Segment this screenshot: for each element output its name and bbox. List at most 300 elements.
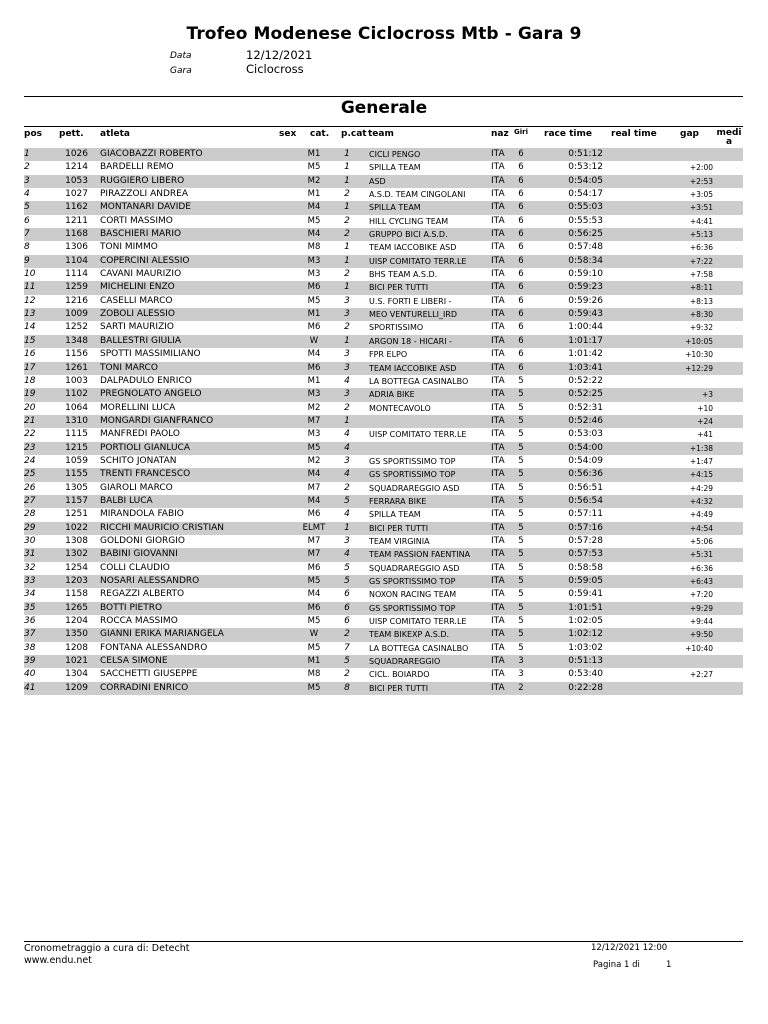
row-race-time: 0:52:25: [568, 389, 603, 400]
row-laps: 6: [518, 269, 524, 280]
row-laps: 6: [518, 322, 524, 333]
table-row: [24, 468, 743, 481]
row-bib: 1114: [65, 269, 88, 280]
race-value: Ciclocross: [246, 62, 304, 76]
col-naz-header: naz: [491, 129, 509, 139]
row-race-time: 0:57:53: [568, 549, 603, 560]
row-laps: 6: [518, 255, 524, 266]
row-category-position: 6: [344, 589, 350, 600]
row-position: 27: [24, 495, 36, 506]
row-laps: 6: [518, 229, 524, 240]
row-category: M2: [307, 402, 321, 413]
section-title: Generale: [340, 98, 428, 118]
row-team: TEAM PASSION FAENTINA: [369, 550, 471, 560]
row-race-time: 0:22:28: [568, 682, 603, 693]
row-category: M3: [307, 269, 321, 280]
row-athlete: GIACOBAZZI ROBERTO: [100, 149, 203, 159]
row-race-time: 0:57:48: [568, 242, 603, 253]
table-row: [24, 255, 743, 268]
row-athlete: CELSA SIMONE: [100, 656, 168, 667]
row-bib: 1009: [65, 309, 88, 320]
row-athlete: ZOBOLI ALESSIO: [100, 309, 175, 320]
row-position: 7: [24, 229, 30, 240]
row-team: GS SPORTISSIMO TOP: [369, 470, 456, 480]
row-gap: +4:15: [689, 470, 713, 480]
row-bib: 1211: [65, 215, 88, 226]
table-row: [24, 642, 743, 655]
row-nation: ITA: [491, 255, 505, 266]
row-gap: +5:06: [689, 536, 713, 546]
row-bib: 1026: [65, 149, 88, 159]
row-laps: 6: [518, 149, 524, 159]
row-team: SPILLA TEAM: [369, 203, 421, 213]
page-total: 1: [666, 960, 672, 970]
row-bib: 1158: [65, 589, 88, 600]
table-row: [24, 455, 743, 468]
row-gap: +10: [697, 403, 713, 413]
row-team: TEAM IACCOBIKE ASD: [369, 243, 457, 253]
row-nation: ITA: [491, 149, 505, 159]
row-race-time: 1:00:44: [568, 322, 603, 333]
row-race-time: 0:54:17: [568, 189, 603, 200]
row-category: M1: [307, 189, 321, 200]
row-position: 38: [24, 642, 36, 653]
website-link[interactable]: www.endu.net: [24, 955, 92, 966]
row-athlete: NOSARI ALESSANDRO: [100, 576, 200, 586]
row-nation: ITA: [491, 375, 505, 386]
table-row: [24, 442, 743, 455]
row-category-position: 4: [344, 549, 350, 560]
row-category-position: 3: [344, 309, 350, 320]
header-divider: [24, 126, 743, 127]
table-row: [24, 575, 743, 588]
row-team: GS SPORTISSIMO TOP: [369, 577, 456, 586]
row-position: 9: [24, 255, 30, 266]
table-row: [24, 682, 743, 695]
row-bib: 1251: [65, 509, 88, 520]
row-bib: 1254: [65, 562, 88, 573]
row-bib: 1064: [65, 402, 88, 413]
row-team: TEAM VIRGINIA: [369, 536, 430, 546]
row-nation: ITA: [491, 576, 505, 586]
row-athlete: SCHITO JONATAN: [100, 455, 177, 466]
row-position: 36: [24, 616, 36, 627]
row-position: 4: [24, 189, 30, 200]
row-laps: 6: [518, 309, 524, 320]
row-team: ADRIA BIKE: [369, 390, 415, 400]
row-race-time: 0:53:40: [568, 669, 603, 680]
row-race-time: 1:03:02: [568, 642, 603, 653]
row-category-position: 1: [344, 522, 350, 533]
row-race-time: 0:57:28: [568, 535, 603, 546]
table-row: [24, 175, 743, 188]
row-race-time: 1:02:12: [568, 629, 603, 640]
row-gap: +8:30: [689, 310, 713, 320]
row-athlete: PIRAZZOLI ANDREA: [100, 189, 188, 200]
row-category-position: 2: [344, 629, 350, 640]
row-gap: +4:54: [689, 523, 713, 533]
col-real-time-header: real time: [611, 129, 657, 139]
row-nation: ITA: [491, 455, 505, 466]
row-athlete: SACCHETTI GIUSEPPE: [100, 669, 198, 680]
row-nation: ITA: [491, 402, 505, 413]
row-laps: 5: [518, 455, 524, 466]
row-position: 6: [24, 215, 30, 226]
row-gap: +9:44: [689, 617, 713, 627]
row-category: M6: [307, 562, 321, 573]
row-category-position: 4: [344, 442, 350, 453]
row-laps: 5: [518, 469, 524, 480]
row-team: SQUADRAREGGIO ASD: [369, 563, 460, 573]
row-gap: +24: [697, 416, 713, 426]
row-nation: ITA: [491, 229, 505, 240]
row-category: M7: [307, 415, 321, 426]
row-position: 5: [24, 202, 30, 213]
row-team: GRUPPO BICI A.S.D.: [369, 230, 448, 240]
row-category: M6: [307, 282, 321, 293]
row-race-time: 0:59:23: [568, 282, 603, 293]
table-row: [24, 508, 743, 521]
row-race-time: 0:52:22: [568, 375, 603, 386]
row-category: M3: [307, 255, 321, 266]
row-category-position: 2: [344, 269, 350, 280]
row-laps: 5: [518, 429, 524, 440]
row-position: 29: [24, 522, 36, 533]
row-position: 1: [24, 149, 30, 159]
row-gap: +9:32: [689, 323, 713, 333]
row-athlete: MIRANDOLA FABIO: [100, 509, 184, 520]
row-position: 8: [24, 242, 30, 253]
table-row: [24, 602, 743, 615]
row-athlete: TRENTI FRANCESCO: [100, 469, 191, 480]
row-category-position: 2: [344, 322, 350, 333]
row-position: 12: [24, 295, 36, 306]
row-position: 30: [24, 535, 36, 546]
row-gap: +3:05: [689, 190, 713, 200]
col-bib-header: pett.: [59, 129, 84, 139]
row-team: A.S.D. TEAM CINGOLANI: [369, 190, 466, 200]
table-row: [24, 241, 743, 254]
row-laps: 5: [518, 642, 524, 653]
row-gap: +4:41: [689, 216, 713, 226]
row-team: GS SPORTISSIMO TOP: [369, 456, 456, 466]
row-race-time: 1:01:51: [568, 602, 603, 613]
row-nation: ITA: [491, 442, 505, 453]
row-category: ELMT: [302, 522, 326, 533]
table-row: [24, 668, 743, 681]
row-team: SQUADRAREGGIO: [369, 657, 441, 667]
footer-divider: [24, 941, 743, 942]
row-category-position: 7: [344, 642, 350, 653]
row-athlete: MANFREDI PAOLO: [100, 429, 180, 440]
row-category-position: 4: [344, 469, 350, 480]
table-row: [24, 148, 743, 161]
row-laps: 6: [518, 162, 524, 173]
row-category: M8: [307, 669, 321, 680]
row-category: M5: [307, 162, 321, 173]
row-category: M8: [307, 242, 321, 253]
row-team: LA BOTTEGA CASINALBO: [369, 376, 469, 386]
table-row: [24, 281, 743, 294]
row-laps: 3: [518, 669, 524, 680]
row-position: 40: [24, 669, 36, 680]
row-laps: 5: [518, 389, 524, 400]
row-gap: +6:36: [689, 563, 713, 573]
table-row: [24, 615, 743, 628]
row-race-time: 0:51:12: [568, 149, 603, 159]
col-team-header: team: [368, 129, 394, 139]
row-race-time: 0:55:53: [568, 215, 603, 226]
row-bib: 1265: [65, 602, 88, 613]
row-nation: ITA: [491, 549, 505, 560]
row-bib: 1216: [65, 295, 88, 306]
row-bib: 1348: [65, 335, 88, 346]
row-nation: ITA: [491, 669, 505, 680]
table-row: [24, 321, 743, 334]
table-row: [24, 655, 743, 668]
col-athlete-header: atleta: [100, 129, 130, 139]
row-gap: +4:32: [689, 496, 713, 506]
row-category-position: 5: [344, 495, 350, 506]
date-label: Data: [170, 51, 192, 61]
row-category: M1: [307, 149, 321, 159]
row-category: M1: [307, 375, 321, 386]
row-position: 11: [24, 282, 36, 293]
row-athlete: COLLI CLAUDIO: [100, 562, 170, 573]
row-athlete: GOLDONI GIORGIO: [100, 535, 186, 546]
row-category-position: 2: [344, 669, 350, 680]
row-athlete: SARTI MAURIZIO: [100, 322, 174, 333]
row-gap: +2:00: [689, 163, 713, 173]
row-category: M4: [307, 589, 321, 600]
row-gap: +5:31: [689, 550, 713, 560]
row-position: 14: [24, 322, 36, 333]
col-pos-header: pos: [24, 129, 42, 139]
table-row: [24, 335, 743, 348]
row-position: 25: [24, 469, 36, 480]
row-athlete: PREGNOLATO ANGELO: [100, 389, 202, 400]
row-nation: ITA: [491, 202, 505, 213]
row-category: M3: [307, 429, 321, 440]
table-row: [24, 428, 743, 441]
row-race-time: 1:01:42: [568, 349, 603, 360]
row-category-position: 1: [344, 149, 350, 159]
row-category: M2: [307, 455, 321, 466]
row-laps: 6: [518, 295, 524, 306]
row-race-time: 0:58:34: [568, 255, 603, 266]
row-bib: 1306: [65, 242, 88, 253]
row-team: UISP COMITATO TERR.LE: [369, 430, 467, 440]
row-nation: ITA: [491, 162, 505, 173]
row-bib: 1156: [65, 349, 88, 360]
row-nation: ITA: [491, 509, 505, 520]
row-bib: 1021: [65, 656, 88, 667]
row-position: 17: [24, 362, 36, 373]
row-category-position: 2: [344, 482, 350, 493]
table-row: [24, 562, 743, 575]
row-race-time: 0:59:05: [568, 576, 603, 586]
row-category: M6: [307, 509, 321, 520]
row-category-position: 2: [344, 402, 350, 413]
row-gap: +4:49: [689, 510, 713, 520]
row-race-time: 0:54:05: [568, 175, 603, 186]
row-laps: 3: [518, 656, 524, 667]
page-label: Pagina 1 di: [593, 960, 640, 970]
row-athlete: BALBI LUCA: [100, 495, 153, 506]
row-athlete: CAVANI MAURIZIO: [100, 269, 182, 280]
row-category: W: [309, 335, 319, 346]
row-athlete: BABINI GIOVANNI: [100, 549, 178, 560]
row-gap: +5:13: [689, 230, 713, 240]
row-team: MONTECAVOLO: [369, 403, 431, 413]
row-race-time: 0:59:10: [568, 269, 603, 280]
row-category-position: 1: [344, 335, 350, 346]
row-category: M4: [307, 229, 321, 240]
row-category-position: 2: [344, 215, 350, 226]
row-laps: 5: [518, 629, 524, 640]
row-laps: 5: [518, 549, 524, 560]
row-position: 16: [24, 349, 36, 360]
row-nation: ITA: [491, 602, 505, 613]
row-team: UISP COMITATO TERR.LE: [369, 617, 467, 627]
row-laps: 5: [518, 375, 524, 386]
row-bib: 1305: [65, 482, 88, 493]
row-race-time: 0:58:58: [568, 562, 603, 573]
row-position: 13: [24, 309, 36, 320]
row-position: 37: [24, 629, 36, 640]
row-category-position: 4: [344, 375, 350, 386]
row-athlete: REGAZZI ALBERTO: [100, 589, 185, 600]
row-position: 19: [24, 389, 36, 400]
row-gap: +7:20: [689, 590, 713, 600]
row-race-time: 0:56:54: [568, 495, 603, 506]
row-category-position: 1: [344, 255, 350, 266]
row-team: U.S. FORTI E LIBERI -: [369, 296, 452, 306]
row-category-position: 4: [344, 429, 350, 440]
row-athlete: BARDELLI REMO: [100, 162, 174, 173]
row-laps: 6: [518, 362, 524, 373]
row-team: ARGON 18 - HICARI -: [369, 336, 452, 346]
row-category: M5: [307, 442, 321, 453]
row-position: 32: [24, 562, 36, 573]
row-athlete: MICHELINI ENZO: [100, 282, 175, 293]
row-position: 28: [24, 509, 36, 520]
row-athlete: CORTI MASSIMO: [100, 215, 173, 226]
row-race-time: 0:52:46: [568, 415, 603, 426]
row-category-position: 3: [344, 455, 350, 466]
row-category-position: 3: [344, 295, 350, 306]
row-category-position: 1: [344, 242, 350, 253]
row-category-position: 1: [344, 415, 350, 426]
row-bib: 1308: [65, 535, 88, 546]
row-bib: 1209: [65, 682, 88, 693]
row-gap: +2:27: [689, 670, 713, 680]
row-nation: ITA: [491, 482, 505, 493]
row-nation: ITA: [491, 682, 505, 693]
row-position: 22: [24, 429, 36, 440]
col-sex-header: sex: [279, 129, 297, 139]
row-laps: 6: [518, 215, 524, 226]
row-team: BICI PER TUTTI: [369, 283, 429, 293]
row-race-time: 0:51:13: [568, 656, 603, 667]
row-athlete: ROCCA MASSIMO: [100, 616, 178, 627]
row-bib: 1214: [65, 162, 88, 173]
row-bib: 1059: [65, 455, 88, 466]
row-nation: ITA: [491, 522, 505, 533]
row-athlete: GIAROLI MARCO: [100, 482, 173, 493]
row-team: GS SPORTISSIMO TOP: [369, 603, 456, 613]
row-gap: +41: [697, 430, 713, 440]
row-nation: ITA: [491, 362, 505, 373]
row-athlete: MORELLINI LUCA: [100, 402, 176, 413]
row-nation: ITA: [491, 562, 505, 573]
page-title: Trofeo Modenese Ciclocross Mtb - Gara 9: [186, 24, 582, 44]
row-bib: 1261: [65, 362, 88, 373]
row-team: SPORTISSIMO: [369, 323, 424, 333]
row-position: 24: [24, 455, 36, 466]
row-athlete: BALLESTRI GIULIA: [100, 335, 182, 346]
row-athlete: GIANNI ERIKA MARIANGELA: [100, 629, 224, 640]
table-row: [24, 161, 743, 174]
row-category: M6: [307, 362, 321, 373]
row-team: ASD: [369, 176, 386, 186]
row-bib: 1350: [65, 629, 88, 640]
row-race-time: 0:57:16: [568, 522, 603, 533]
row-category: M5: [307, 616, 321, 627]
table-row: [24, 535, 743, 548]
row-category: M3: [307, 389, 321, 400]
row-team: FERRARA BIKE: [369, 496, 427, 506]
row-laps: 5: [518, 509, 524, 520]
row-laps: 5: [518, 589, 524, 600]
row-nation: ITA: [491, 616, 505, 627]
row-gap: +1:38: [689, 443, 713, 453]
row-race-time: 0:56:51: [568, 482, 603, 493]
row-laps: 5: [518, 562, 524, 573]
table-row: [24, 188, 743, 201]
row-athlete: CASELLI MARCO: [100, 295, 173, 306]
row-bib: 1215: [65, 442, 88, 453]
row-gap: +7:22: [689, 256, 713, 266]
row-position: 34: [24, 589, 36, 600]
row-athlete: SPOTTI MASSIMILIANO: [100, 349, 201, 360]
row-laps: 6: [518, 202, 524, 213]
row-laps: 5: [518, 442, 524, 453]
row-race-time: 1:01:17: [568, 335, 603, 346]
row-nation: ITA: [491, 242, 505, 253]
row-team: CICL. BOIARDO: [369, 670, 430, 680]
row-category: W: [309, 629, 319, 640]
row-category: M4: [307, 349, 321, 360]
row-gap: +9:50: [689, 630, 713, 640]
row-category-position: 1: [344, 202, 350, 213]
row-nation: ITA: [491, 282, 505, 293]
row-gap: +3: [701, 390, 713, 400]
row-nation: ITA: [491, 335, 505, 346]
col-avg-header: medi a: [716, 128, 742, 147]
row-gap: +10:30: [685, 350, 713, 360]
table-row: [24, 228, 743, 241]
row-category: M2: [307, 175, 321, 186]
row-gap: +6:36: [689, 243, 713, 253]
row-race-time: 0:56:36: [568, 469, 603, 480]
row-nation: ITA: [491, 535, 505, 546]
row-category: M6: [307, 602, 321, 613]
table-row: [24, 482, 743, 495]
table-row: [24, 522, 743, 535]
row-bib: 1168: [65, 229, 88, 240]
row-nation: ITA: [491, 215, 505, 226]
